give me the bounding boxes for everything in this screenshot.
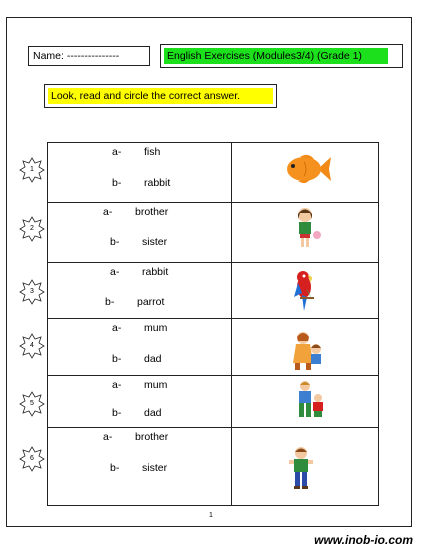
option-letter: b-: [110, 236, 120, 248]
option-letter: a-: [112, 322, 122, 334]
goldfish-icon: [284, 152, 332, 191]
option-b[interactable]: [112, 407, 162, 419]
option-letter: b-: [110, 462, 120, 474]
option-b[interactable]: [112, 353, 162, 365]
option-word: parrot: [137, 296, 165, 308]
table-row: [48, 263, 379, 319]
question-number-badge: [19, 391, 45, 417]
option-letter: a-: [103, 431, 113, 443]
option-a[interactable]: [103, 206, 168, 218]
question-number-badge: [19, 446, 45, 472]
question-number-badge: [19, 279, 45, 305]
title-box: [160, 44, 403, 68]
table-row: [48, 319, 379, 376]
picture-cell: [232, 143, 379, 203]
option-word: brother: [135, 431, 169, 443]
option-b[interactable]: [110, 236, 167, 248]
website-watermark: www.inob-io.com: [314, 533, 413, 547]
options-cell: [48, 319, 232, 376]
option-letter: a-: [103, 206, 113, 218]
question-number: 4: [30, 342, 34, 349]
option-word: sister: [142, 462, 168, 474]
instruction-box: [44, 84, 277, 108]
option-a[interactable]: [112, 146, 160, 158]
option-word: mum: [144, 322, 168, 334]
option-letter: b-: [112, 177, 122, 189]
option-letter: a-: [112, 379, 122, 391]
option-word: fish: [144, 146, 161, 158]
option-a[interactable]: [103, 431, 168, 443]
question-number: 3: [30, 288, 34, 295]
name-field: Name: ---------------: [28, 46, 150, 66]
question-number: 5: [30, 400, 34, 407]
option-a[interactable]: [110, 266, 168, 278]
option-word: brother: [135, 206, 169, 218]
table-row: [48, 428, 379, 506]
option-word: rabbit: [142, 266, 169, 278]
options-cell: [48, 143, 232, 203]
parrot-icon: [290, 269, 320, 318]
father-child-icon: [292, 379, 328, 424]
option-letter: a-: [110, 266, 120, 278]
option-b[interactable]: [110, 462, 167, 474]
options-cell: [48, 428, 232, 506]
page-number: 1: [209, 512, 213, 519]
options-cell: [48, 376, 232, 428]
table-row: [48, 143, 379, 203]
instruction-text: Look, read and circle the correct answer.: [48, 88, 273, 104]
option-b[interactable]: [105, 296, 164, 308]
boy-icon: [285, 444, 317, 495]
option-word: sister: [142, 236, 168, 248]
options-cell: [48, 263, 232, 319]
exercise-table: [47, 142, 379, 506]
option-letter: a-: [112, 146, 122, 158]
table-row: [48, 203, 379, 263]
picture-cell: [232, 319, 379, 376]
picture-cell: [232, 263, 379, 319]
question-number-badge: [19, 333, 45, 359]
question-number: 2: [30, 225, 34, 232]
mother-child-icon: [289, 329, 329, 376]
option-word: dad: [144, 353, 162, 365]
option-word: mum: [144, 379, 168, 391]
question-number: 6: [30, 455, 34, 462]
option-letter: b-: [112, 353, 122, 365]
option-word: rabbit: [144, 177, 171, 189]
picture-cell: [232, 203, 379, 263]
options-cell: [48, 203, 232, 263]
option-b[interactable]: [112, 177, 170, 189]
girl-icon: [290, 205, 324, 254]
picture-cell: [232, 428, 379, 506]
option-word: dad: [144, 407, 162, 419]
worksheet-title: English Exercises (Modules3/4) (Grade 1): [164, 48, 388, 64]
question-number: 1: [30, 166, 34, 173]
option-letter: b-: [105, 296, 115, 308]
option-a[interactable]: [112, 379, 167, 391]
picture-cell: [232, 376, 379, 428]
option-letter: b-: [112, 407, 122, 419]
option-a[interactable]: [112, 322, 167, 334]
question-number-badge: [19, 216, 45, 242]
question-number-badge: [19, 157, 45, 183]
table-row: [48, 376, 379, 428]
